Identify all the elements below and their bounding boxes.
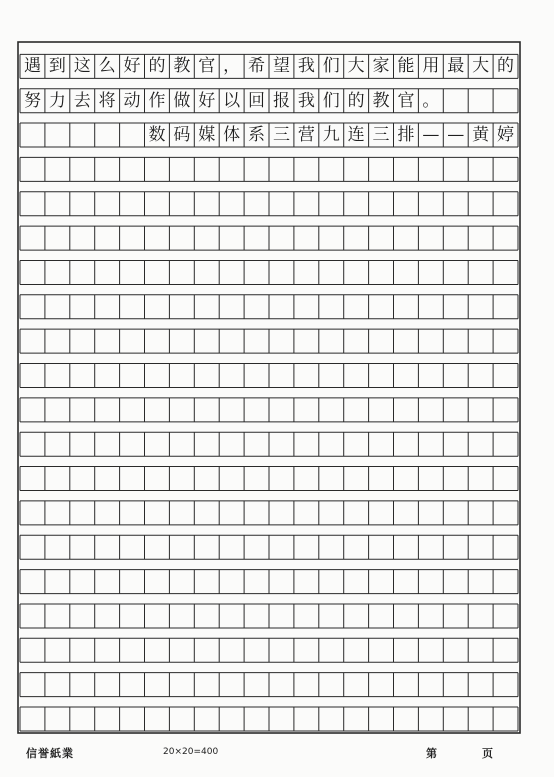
- essay-char: 用: [422, 56, 440, 77]
- essay-char: 官: [198, 56, 216, 77]
- essay-char: 的: [497, 56, 515, 77]
- essay-char: 遇: [23, 56, 41, 77]
- essay-char: 我: [297, 90, 315, 111]
- essay-char: 大: [347, 56, 365, 77]
- signature-char: 营: [297, 125, 315, 146]
- essay-char: 做: [173, 90, 191, 111]
- essay-char: 望: [272, 56, 290, 77]
- essay-char: 以: [223, 90, 241, 111]
- essay-char: 作: [148, 90, 166, 111]
- essay-char: 我: [297, 56, 315, 77]
- signature-char: 连: [347, 125, 365, 146]
- essay-char: 家: [372, 56, 390, 77]
- signature-char: —: [422, 125, 440, 146]
- signature-char: 黄: [472, 125, 490, 146]
- essay-char: 好: [198, 90, 216, 111]
- essay-char: 教: [173, 56, 191, 77]
- essay-char: 这: [73, 56, 91, 77]
- essay-char: 官: [397, 90, 415, 111]
- essay-char: 们: [322, 56, 340, 77]
- essay-char: 的: [347, 90, 365, 111]
- paper-brand-label: 信誉紙業: [26, 747, 74, 760]
- signature-char: 媒: [198, 125, 216, 146]
- essay-char: 力: [48, 90, 66, 111]
- essay-char: 大: [472, 56, 490, 77]
- essay-char: 希: [248, 56, 266, 77]
- essay-char: 去: [73, 90, 91, 111]
- essay-char: 么: [98, 56, 116, 77]
- essay-char: 能: [397, 56, 415, 77]
- essay-char: 回: [248, 90, 266, 111]
- signature-char: 数: [148, 125, 166, 146]
- signature-char: 排: [397, 125, 415, 146]
- page-number-prefix: 第: [426, 747, 437, 760]
- essay-char: 们: [322, 90, 340, 111]
- essay-char: 好: [123, 56, 141, 77]
- signature-char: 体: [223, 125, 241, 146]
- signature-char: 码: [173, 125, 191, 146]
- essay-char: 到: [48, 56, 66, 77]
- essay-char: 最: [447, 56, 465, 77]
- signature-char: 九: [322, 125, 340, 146]
- essay-char: 教: [372, 90, 390, 111]
- signature-char: 系: [248, 125, 266, 146]
- signature-char: 三: [272, 125, 290, 146]
- signature-char: —: [447, 125, 465, 146]
- essay-char: 努: [23, 90, 41, 111]
- grid-format-label: 20×20=400: [163, 747, 219, 757]
- essay-char: 。: [422, 90, 440, 111]
- essay-char: ，: [223, 56, 241, 77]
- signature-char: 三: [372, 125, 390, 146]
- essay-char: 的: [148, 56, 166, 77]
- essay-char: 动: [123, 90, 141, 111]
- signature-char: 婷: [497, 125, 515, 146]
- essay-char: 报: [272, 90, 290, 111]
- page-number-suffix: 页: [482, 747, 493, 760]
- essay-char: 将: [98, 90, 116, 111]
